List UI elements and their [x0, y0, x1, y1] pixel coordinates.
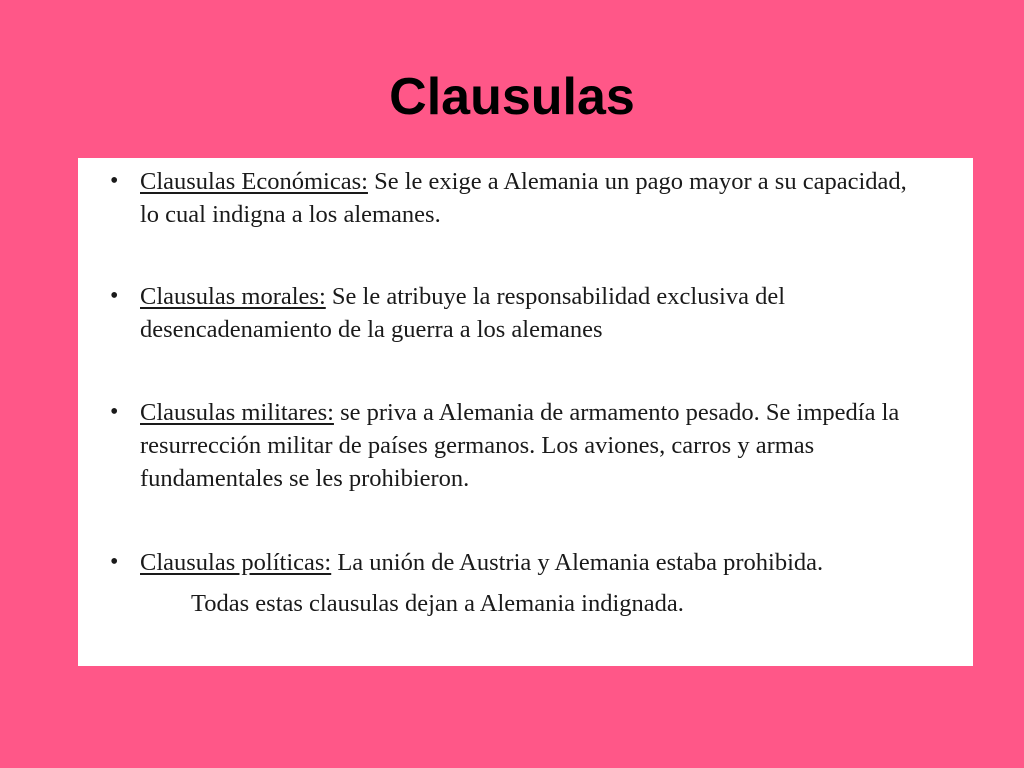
bullet-icon: •: [110, 549, 119, 575]
bullet-heading: Clausulas Económicas:: [140, 168, 368, 195]
bullet-heading: Clausulas políticas:: [140, 549, 332, 576]
bullet-item-morales: [110, 280, 930, 346]
bullet-heading: Clausulas militares:: [140, 399, 334, 426]
bullet-item-economicas: [110, 165, 930, 231]
bullet-text: Se le exige a Alemania un pago mayor a su capacidad, lo cual indigna a los alemanes.: [140, 168, 907, 228]
bullet-item-politicas: [110, 546, 930, 579]
bullet-icon: •: [110, 283, 119, 309]
bullet-item-militares: [110, 396, 930, 495]
slide-title: Clausulas: [389, 68, 635, 126]
bullet-icon: •: [110, 168, 119, 194]
bullet-text: Se le atribuye la responsabilidad exclusiva del desencadenamiento de la guerra a los alemanes: [140, 283, 785, 343]
content-box: [78, 158, 973, 666]
bullet-icon: •: [110, 399, 119, 425]
bullet-text: La unión de Austria y Alemania estaba prohibida.: [331, 549, 824, 576]
bullet-text: se priva a Alemania de armamento pesado. Se impedía la resurrección militar de países germanos. Los aviones, carros y armas fundamentales se les prohibieron.: [140, 399, 900, 492]
bullet-heading: Clausulas morales:: [140, 283, 326, 310]
closing-statement: Todas estas clausulas dejan a Alemania indignada.: [191, 590, 684, 617]
